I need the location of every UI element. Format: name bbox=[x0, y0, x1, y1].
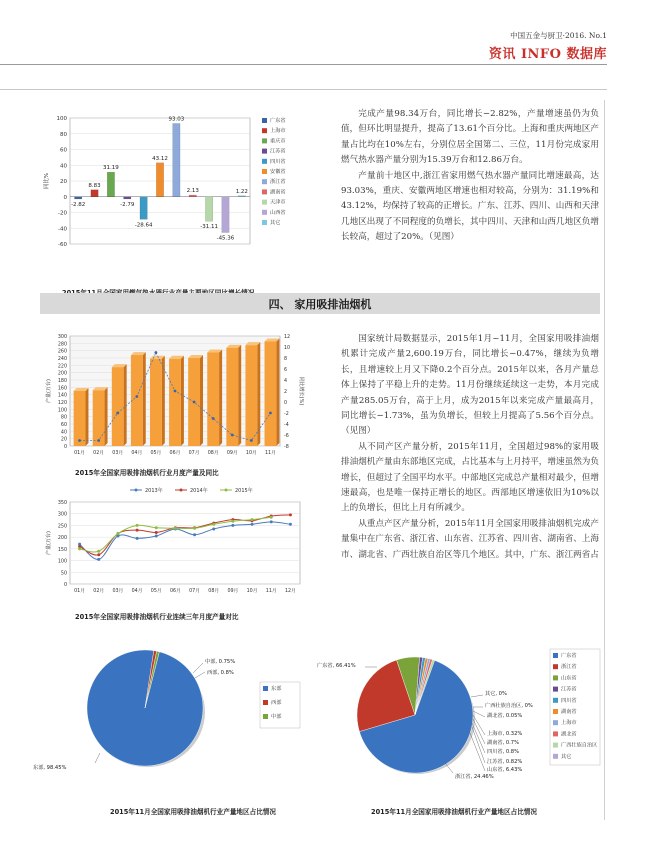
y2-tick-label: 4 bbox=[284, 379, 288, 384]
slice-label: 四川省, 0.8% bbox=[487, 749, 520, 755]
bar-side bbox=[200, 355, 203, 446]
y-tick-label: 60 bbox=[60, 147, 67, 154]
series-point bbox=[231, 520, 234, 523]
bar bbox=[222, 197, 229, 233]
bar-side bbox=[105, 387, 108, 446]
legend-swatch bbox=[262, 138, 267, 143]
legend-swatch bbox=[262, 169, 267, 174]
slice-label: 西部, 0.8% bbox=[207, 670, 234, 676]
y-tick-label: 0 bbox=[63, 445, 67, 450]
legend-swatch bbox=[262, 200, 267, 205]
legend-label: 江苏省 bbox=[561, 686, 577, 693]
series-point bbox=[270, 520, 273, 523]
chart-region-share bbox=[33, 645, 315, 785]
legend-label: 重庆市 bbox=[270, 138, 286, 145]
y-tick-label: 0 bbox=[63, 194, 67, 201]
legend-swatch bbox=[262, 220, 267, 225]
growth-point bbox=[155, 351, 158, 354]
legend-label: 山西省 bbox=[270, 209, 286, 216]
y-tick-label: 200 bbox=[57, 371, 67, 377]
x-tick-label: 01月 bbox=[74, 589, 86, 594]
y2-tick-label: 8 bbox=[284, 357, 288, 362]
bar bbox=[189, 195, 196, 197]
leader-line bbox=[473, 715, 485, 735]
y-tick-label: -20 bbox=[58, 210, 67, 217]
series-point bbox=[97, 550, 100, 553]
bar bbox=[245, 345, 257, 446]
legend-swatch bbox=[262, 149, 267, 154]
legend-label: 其它 bbox=[270, 220, 281, 226]
header-divider-lower bbox=[0, 89, 607, 90]
section-band bbox=[40, 293, 600, 314]
x-tick-label: 05月 bbox=[150, 451, 162, 456]
series-point bbox=[212, 523, 215, 526]
y2-tick-label: 6 bbox=[284, 368, 288, 373]
chart4-caption: 2015年11月全国家用吸排油烟机行业产量地区占比情况 bbox=[110, 808, 276, 816]
bar-side bbox=[124, 364, 127, 446]
slice-label: 中部, 0.75% bbox=[205, 659, 236, 665]
data-label: 93.03 bbox=[168, 116, 185, 123]
y-tick-label: 140 bbox=[57, 393, 67, 399]
y-tick-label: -40 bbox=[58, 226, 67, 233]
slice-label: 山东省, 6.43% bbox=[487, 767, 523, 773]
bar bbox=[156, 163, 163, 197]
section-title: 四、 家用吸排油烟机 bbox=[268, 298, 372, 311]
paragraph: 从不同产区产量分析，2015年11月，全国超过98%的家用吸排油烟机产量由东部地区完成，占比基本与上月持平，增速虽然为负增长，但超过了全国平均水平。中部地区完成总产量相对最少，但增速最高，也是唯一保持正增长的地区。西部地区增速依旧为10%以上的负增长，但比上月有所减少。 bbox=[341, 441, 599, 514]
legend-label: 中部 bbox=[271, 714, 282, 720]
leader-line bbox=[472, 723, 485, 753]
bar-side bbox=[181, 356, 184, 446]
y2-tick-label: -6 bbox=[284, 434, 289, 439]
leader-line bbox=[193, 663, 203, 673]
legend-swatch bbox=[263, 714, 268, 719]
bar bbox=[131, 355, 143, 446]
chart3-caption: 2015年全国家用吸排油烟机行业连续三年月度产量对比 bbox=[75, 613, 239, 621]
growth-point bbox=[174, 390, 177, 393]
series-point bbox=[97, 558, 100, 561]
bar bbox=[112, 367, 124, 446]
growth-point bbox=[231, 434, 234, 437]
y2-axis-label: 同比增长(%) bbox=[298, 376, 304, 406]
data-label: -31.11 bbox=[200, 224, 218, 231]
data-label: -45.36 bbox=[216, 235, 235, 242]
slice-label: 广西壮族自治区, 0% bbox=[485, 703, 533, 709]
legend-label: 广西壮族自治区 bbox=[561, 742, 598, 749]
bar bbox=[205, 197, 212, 221]
slice-label: 湖南省, 0.7% bbox=[487, 740, 520, 746]
x-tick-label: 09月 bbox=[227, 589, 239, 594]
y-tick-label: 240 bbox=[57, 357, 67, 362]
bar bbox=[169, 359, 181, 446]
x-tick-label: 07月 bbox=[189, 589, 201, 594]
y-tick-label: 0 bbox=[63, 583, 67, 588]
series-point bbox=[174, 527, 177, 530]
series-point bbox=[97, 553, 100, 556]
data-label: 2.13 bbox=[186, 188, 199, 195]
x-tick-label: 06月 bbox=[169, 451, 181, 456]
data-label: -2.79 bbox=[120, 201, 135, 208]
article-text-mid bbox=[341, 332, 599, 563]
legend-marker bbox=[180, 489, 183, 492]
slice-label: 东部, 98.45% bbox=[33, 765, 67, 771]
x-tick-label: 08月 bbox=[208, 589, 220, 594]
legend-swatch bbox=[262, 128, 267, 133]
y2-tick-label: 0 bbox=[284, 401, 288, 406]
legend-swatch bbox=[553, 664, 558, 669]
x-tick-label: 02月 bbox=[93, 589, 105, 594]
x-tick-label: 01月 bbox=[74, 451, 85, 456]
legend-label: 2013年 bbox=[145, 488, 163, 494]
slice-label: 浙江省, 24.46% bbox=[455, 774, 494, 780]
legend-marker bbox=[225, 489, 228, 492]
series-point bbox=[136, 537, 139, 540]
x-tick-label: 10月 bbox=[246, 589, 258, 594]
x-tick-label: 11月 bbox=[265, 589, 277, 594]
bar-side bbox=[276, 339, 279, 447]
legend-swatch bbox=[553, 653, 558, 658]
y2-tick-label: -8 bbox=[284, 445, 289, 450]
section-header: 资讯 INFO 数据库 bbox=[488, 47, 607, 62]
bar bbox=[93, 390, 105, 446]
x-tick-label: 09月 bbox=[226, 451, 238, 456]
data-label: 1.22 bbox=[235, 188, 248, 195]
bar-side bbox=[85, 388, 88, 446]
leader-line bbox=[473, 719, 485, 744]
series-point bbox=[136, 524, 139, 527]
legend-swatch bbox=[262, 210, 267, 215]
bar-side bbox=[219, 350, 222, 447]
legend-label: 四川省 bbox=[561, 697, 577, 704]
legend-label: 东部 bbox=[271, 686, 282, 692]
y-tick-label: 100 bbox=[57, 408, 67, 414]
y-tick-label: 20 bbox=[60, 179, 67, 185]
series-point bbox=[155, 526, 158, 529]
y-tick-label: 160 bbox=[57, 386, 67, 392]
bar-side bbox=[143, 352, 146, 446]
data-label: -2.82 bbox=[71, 201, 86, 208]
series-point bbox=[155, 531, 158, 534]
bar bbox=[265, 342, 277, 447]
x-tick-label: 07月 bbox=[188, 451, 200, 456]
header-divider bbox=[0, 64, 607, 65]
growth-point bbox=[135, 395, 138, 398]
y2-tick-label: -4 bbox=[284, 423, 289, 428]
growth-point bbox=[116, 412, 119, 415]
legend-swatch bbox=[262, 189, 267, 194]
x-tick-label: 10月 bbox=[245, 451, 257, 456]
y-tick-label: 50 bbox=[60, 571, 67, 577]
y-tick-label: 60 bbox=[60, 423, 67, 428]
bar bbox=[74, 391, 86, 446]
y-tick-label: 260 bbox=[57, 349, 67, 355]
legend-swatch bbox=[553, 675, 558, 680]
y2-tick-label: -2 bbox=[284, 412, 289, 417]
x-tick-label: 11月 bbox=[265, 451, 276, 456]
bar bbox=[107, 172, 114, 197]
bar bbox=[91, 190, 98, 197]
legend-swatch bbox=[553, 709, 558, 714]
y-axis-label: 产量(万台) bbox=[46, 379, 52, 403]
growth-point bbox=[78, 439, 81, 442]
journal-issue: 中国五金与厨卫·2016. No.1 bbox=[510, 31, 607, 40]
legend-swatch bbox=[262, 118, 267, 123]
bar bbox=[238, 196, 245, 197]
y-tick-label: 80 bbox=[60, 131, 67, 138]
x-tick-label: 06月 bbox=[169, 589, 181, 594]
legend-swatch bbox=[553, 687, 558, 692]
series-point bbox=[289, 513, 292, 516]
data-label: 43.12 bbox=[152, 155, 168, 162]
legend-marker bbox=[135, 489, 138, 492]
y-tick-label: 280 bbox=[57, 342, 67, 348]
slice-label: 其它, 0% bbox=[485, 691, 507, 697]
y-tick-label: 20 bbox=[60, 437, 67, 443]
chart-province-share bbox=[315, 645, 605, 795]
legend-swatch bbox=[553, 743, 558, 748]
series-point bbox=[231, 524, 234, 527]
growth-point bbox=[97, 439, 100, 442]
legend-swatch bbox=[263, 686, 268, 691]
series-point bbox=[289, 523, 292, 526]
paragraph: 从重点产区产量分析，2015年11月全国家用吸排油烟机完成产量集中在广东省、浙江省、山东省、江苏省、四川省、湖南省、上海市、湖北省、广西壮族自治区等几个地区。其中，广东、浙江两省占 bbox=[341, 518, 599, 560]
x-tick-label: 02月 bbox=[93, 451, 105, 456]
series-point bbox=[116, 532, 119, 535]
y-tick-label: 250 bbox=[57, 524, 67, 530]
legend-label: 上海市 bbox=[561, 720, 577, 727]
slice-label: 湖北省, 0.05% bbox=[487, 713, 523, 719]
legend-label: 湖南省 bbox=[270, 189, 286, 196]
leader-line bbox=[472, 727, 485, 763]
legend-swatch bbox=[262, 159, 267, 164]
chart-gas-heater-growth bbox=[40, 112, 300, 262]
series-point bbox=[136, 529, 139, 532]
legend-swatch bbox=[553, 731, 558, 736]
series-point bbox=[155, 534, 158, 537]
legend-label: 山东省 bbox=[561, 675, 577, 682]
slice-label: 上海市, 0.32% bbox=[487, 731, 523, 737]
y-axis-label: 同比% bbox=[44, 172, 50, 190]
chart2-caption: 2015年全国家用吸排油烟机行业月度产量及同比 bbox=[75, 469, 219, 477]
legend-label: 湖南省 bbox=[561, 709, 577, 715]
leader-line bbox=[95, 753, 100, 763]
legend-label: 广东省 bbox=[270, 118, 286, 124]
legend-label: 上海市 bbox=[270, 128, 286, 135]
bar bbox=[140, 197, 147, 220]
legend-label: 其它 bbox=[561, 753, 572, 760]
bar bbox=[124, 197, 131, 199]
paragraph: 产量前十地区中,浙江省家用燃气热水器产量同比增速最高，达93.03%，重庆、安徽两地区增速也相对较高，分别为：31.19%和43.12%，均保持了较高的正增长。广东、江苏、四川、山西和天津几地区出现了不同程度的负增长，其中四川、天津和山西几地区负增长较高，超过了20%。（见图） bbox=[341, 170, 599, 243]
y-tick-label: 100 bbox=[56, 116, 67, 122]
legend-label: 广东省 bbox=[561, 653, 577, 659]
legend-label: 湖北省 bbox=[561, 731, 577, 738]
y-tick-label: 40 bbox=[60, 430, 67, 436]
bar bbox=[207, 353, 219, 447]
legend-label: 2015年 bbox=[235, 488, 253, 494]
legend-label: 安徽省 bbox=[270, 169, 286, 175]
legend-label: 浙江省 bbox=[561, 664, 577, 671]
article-text-top bbox=[341, 107, 599, 246]
growth-point bbox=[193, 401, 196, 404]
x-tick-label: 03月 bbox=[112, 589, 124, 594]
legend-label: 2014年 bbox=[190, 488, 208, 494]
legend-label: 西部 bbox=[271, 700, 282, 706]
y-tick-label: 40 bbox=[60, 163, 67, 170]
legend-swatch bbox=[553, 754, 558, 759]
legend-label: 四川省 bbox=[270, 158, 286, 165]
y-tick-label: 120 bbox=[57, 401, 67, 406]
y-tick-label: 220 bbox=[57, 364, 67, 370]
x-tick-label: 03月 bbox=[112, 451, 124, 456]
y2-tick-label: 12 bbox=[284, 335, 291, 340]
legend-swatch bbox=[263, 700, 268, 705]
legend-swatch bbox=[262, 179, 267, 184]
series-point bbox=[251, 518, 254, 521]
series-point bbox=[251, 523, 254, 526]
x-tick-label: 08月 bbox=[207, 451, 219, 456]
series-point bbox=[270, 516, 273, 519]
data-label: 31.19 bbox=[103, 165, 119, 172]
data-label: 8.83 bbox=[88, 182, 101, 189]
chart5-caption: 2015年11月全国家用吸排油烟机行业产量地区占比情况 bbox=[371, 808, 537, 816]
paragraph: 国家统计局数据显示，2015年1月~11月，全国家用吸排油烟机累计完成产量2,600.19万台，同比增长−0.47%，继续为负增长，且增速较上月又下降0.2个百分点。2015年以来，各月产量总体上保持了平稳上升的走势。11月份继续延续这一走势，本月完成产量285.05万台，高于上月，成为2015年以来完成产量最高月，同比增长−1.73%，虽为负增长，但较上月提高了5.56个百分点。（见图） bbox=[341, 334, 599, 437]
slice-label: 江苏省, 0.82% bbox=[487, 759, 523, 765]
paragraph: 完成产量98.34万台，同比增长−2.82%，产量增速虽仍为负值，但环比明显提升，提高了13.61个百分比。上海和重庆两地区产量占比均在10%左右，分别位居全国第二、三位，11月份完成家用燃气热水器产量分别为15.39万台和12.86万台。 bbox=[341, 109, 599, 166]
leader-line bbox=[470, 733, 485, 771]
y-tick-label: 200 bbox=[57, 536, 67, 542]
bar bbox=[173, 123, 180, 196]
series-point bbox=[212, 527, 215, 530]
y-tick-label: 150 bbox=[57, 547, 67, 553]
chart-three-year-compare bbox=[42, 484, 307, 602]
growth-point bbox=[269, 412, 272, 415]
y-tick-label: 350 bbox=[57, 501, 67, 506]
series-point bbox=[193, 533, 196, 536]
x-tick-label: 04月 bbox=[131, 589, 143, 594]
y-tick-label: 300 bbox=[57, 335, 67, 340]
slice-label: 广东省, 66.41% bbox=[317, 663, 356, 669]
y-axis-label: 产量(万台) bbox=[46, 531, 52, 555]
data-label: -28.64 bbox=[134, 222, 153, 229]
bar bbox=[150, 359, 162, 446]
legend-label: 天津市 bbox=[270, 199, 286, 206]
plot-area bbox=[70, 502, 300, 584]
legend-label: 浙江省 bbox=[270, 179, 286, 186]
x-tick-label: 05月 bbox=[150, 589, 162, 594]
y-tick-label: 80 bbox=[60, 415, 67, 421]
series-point bbox=[193, 527, 196, 530]
y-tick-label: 100 bbox=[57, 559, 67, 565]
y-tick-label: 300 bbox=[57, 512, 67, 518]
legend-label: 江苏省 bbox=[270, 148, 286, 155]
leader-line bbox=[195, 672, 205, 678]
legend-swatch bbox=[553, 698, 558, 703]
bar-side bbox=[238, 345, 241, 446]
series-point bbox=[78, 547, 81, 550]
growth-point bbox=[250, 439, 253, 442]
y2-tick-label: 2 bbox=[284, 390, 288, 395]
y-tick-label: -60 bbox=[58, 242, 67, 248]
x-tick-label: 04月 bbox=[131, 451, 143, 456]
chart-monthly-output bbox=[42, 330, 307, 460]
growth-point bbox=[212, 417, 215, 420]
leader-line bbox=[471, 695, 483, 697]
x-tick-label: 12月 bbox=[284, 589, 296, 594]
bar bbox=[75, 197, 82, 199]
legend-swatch bbox=[553, 720, 558, 725]
y-tick-label: 180 bbox=[57, 379, 67, 384]
y2-tick-label: 10 bbox=[284, 346, 291, 351]
